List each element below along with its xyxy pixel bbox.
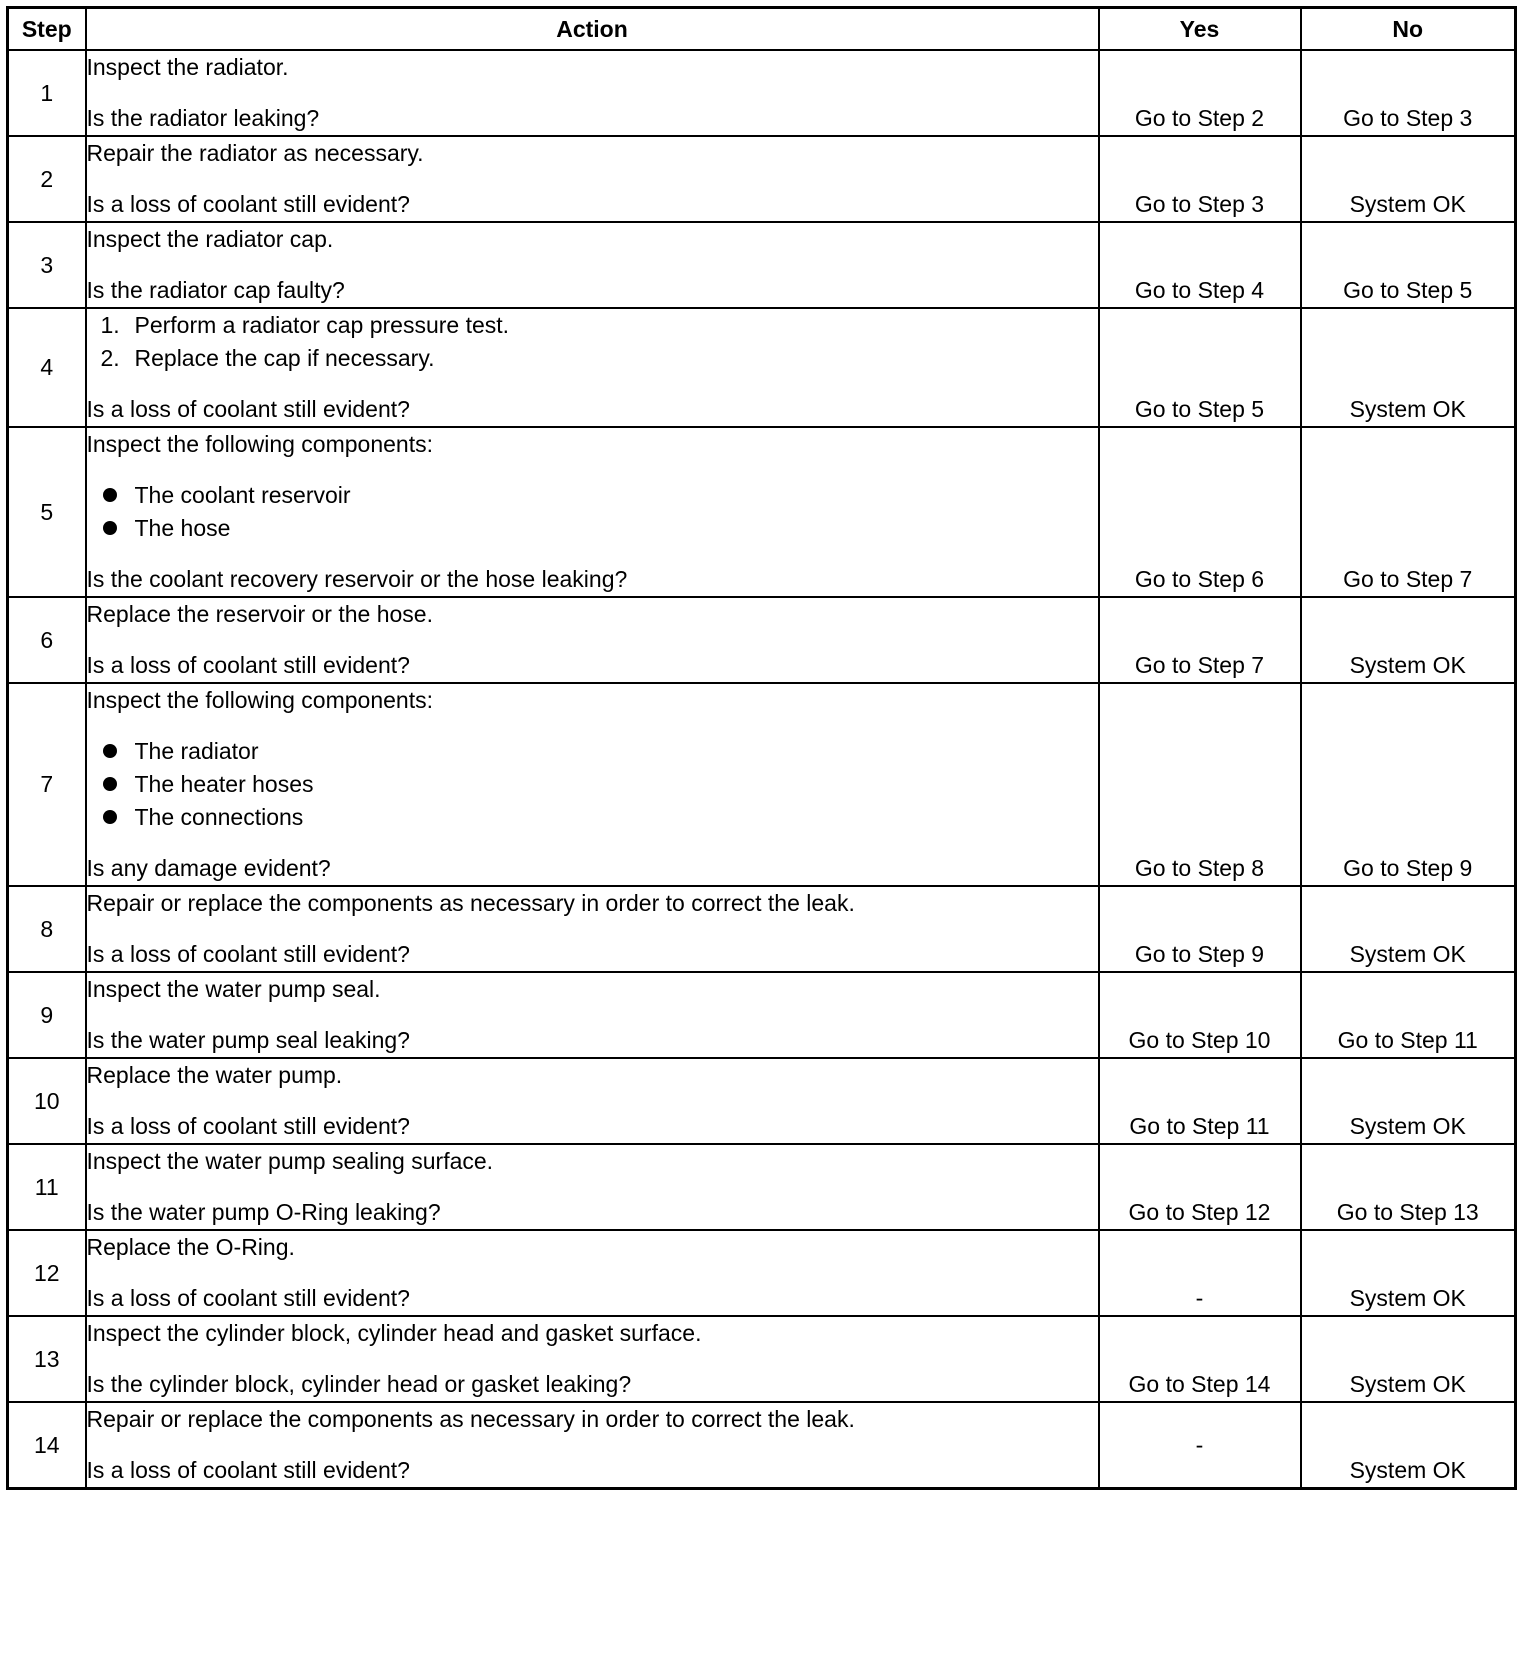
table-row [8,50,1516,136]
action-question: Is a loss of coolant still evident? [86,652,410,678]
yes-result: Go to Step 7 [1099,597,1301,683]
action-text: Replace the reservoir or the hose. [86,601,433,627]
list-item-text: The coolant reservoir [134,482,351,508]
action-cell [86,972,1099,1058]
action-question: Is the water pump seal leaking? [86,1027,410,1053]
action-cell [86,427,1099,597]
bullet-list-item [103,479,1098,512]
no-result: Go to Step 9 [1301,683,1516,886]
no-result: System OK [1301,1316,1516,1402]
no-result: Go to Step 11 [1301,972,1516,1058]
table-row [8,683,1516,886]
bullet-list-item [103,768,1098,801]
step-number: 9 [8,972,86,1058]
table-row [8,222,1516,308]
action-cell [86,1230,1099,1316]
table-row [8,136,1516,222]
no-result: System OK [1301,308,1516,427]
yes-result: Go to Step 3 [1099,136,1301,222]
action-cell [86,597,1099,683]
step-number: 6 [8,597,86,683]
bullet-list [87,479,1098,545]
yes-result: - [1099,1402,1301,1489]
no-result: Go to Step 7 [1301,427,1516,597]
step-number: 8 [8,886,86,972]
action-question: Is a loss of coolant still evident? [86,191,410,217]
action-text: Inspect the radiator cap. [86,226,334,252]
yes-result: Go to Step 8 [1099,683,1301,886]
action-text: Repair or replace the components as necessary in order to correct the leak. [86,890,855,916]
bullet-list [87,735,1098,834]
step-number: 7 [8,683,86,886]
action-cell [86,308,1099,427]
action-text: Repair the radiator as necessary. [86,140,424,166]
bullet-list-item [103,512,1098,545]
header-action: Action [86,8,1099,51]
action-text: Replace the O-Ring. [86,1234,295,1260]
action-question: Is a loss of coolant still evident? [86,1285,410,1311]
table-row [8,1058,1516,1144]
header-step: Step [8,8,86,51]
table-row [8,1402,1516,1489]
action-question: Is the coolant recovery reservoir or the hose leaking? [86,566,628,592]
yes-result: Go to Step 12 [1099,1144,1301,1230]
yes-result: Go to Step 2 [1099,50,1301,136]
action-question: Is the cylinder block, cylinder head or gasket leaking? [86,1371,632,1397]
step-number: 14 [8,1402,86,1489]
action-question: Is a loss of coolant still evident? [86,1113,410,1139]
yes-result: Go to Step 6 [1099,427,1301,597]
action-text: Inspect the water pump seal. [86,976,381,1002]
step-number: 13 [8,1316,86,1402]
step-number: 3 [8,222,86,308]
action-text: Inspect the following components: [86,431,433,457]
step-number: 2 [8,136,86,222]
numbered-list-item [101,342,1098,375]
diagnostic-table [6,6,1517,1490]
action-cell [86,50,1099,136]
step-number: 10 [8,1058,86,1144]
step-number: 12 [8,1230,86,1316]
action-text: Inspect the cylinder block, cylinder head and gasket surface. [86,1320,702,1346]
table-row [8,1230,1516,1316]
yes-result: Go to Step 9 [1099,886,1301,972]
no-result: System OK [1301,597,1516,683]
action-question: Is the water pump O-Ring leaking? [86,1199,441,1225]
table-row [8,597,1516,683]
bullet-dot-icon [103,488,117,502]
yes-result: Go to Step 4 [1099,222,1301,308]
list-item-text: The heater hoses [134,771,314,797]
action-text: Inspect the water pump sealing surface. [86,1148,494,1174]
action-question: Is a loss of coolant still evident? [86,1457,410,1483]
table-body [8,50,1516,1489]
action-cell [86,222,1099,308]
list-item-text: The hose [134,515,231,541]
yes-result: - [1099,1230,1301,1316]
action-question: Is a loss of coolant still evident? [86,396,410,422]
action-cell [86,1316,1099,1402]
action-cell [86,1144,1099,1230]
numbered-list-item [101,309,1098,342]
step-number: 4 [8,308,86,427]
header-row [8,8,1516,51]
table-row [8,1316,1516,1402]
header-no: No [1301,8,1516,51]
no-result: Go to Step 5 [1301,222,1516,308]
no-result: Go to Step 13 [1301,1144,1516,1230]
action-cell [86,1058,1099,1144]
step-number: 5 [8,427,86,597]
action-cell [86,136,1099,222]
table-row [8,308,1516,427]
action-question: Is the radiator cap faulty? [86,277,345,303]
action-text: Inspect the radiator. [86,54,289,80]
no-result: Go to Step 3 [1301,50,1516,136]
step-number: 11 [8,1144,86,1230]
no-result: System OK [1301,886,1516,972]
no-result: System OK [1301,1058,1516,1144]
step-number: 1 [8,50,86,136]
table-row [8,972,1516,1058]
list-item-text: Replace the cap if necessary. [134,345,435,371]
action-cell [86,886,1099,972]
table-row [8,886,1516,972]
header-yes: Yes [1099,8,1301,51]
bullet-dot-icon [103,810,117,824]
yes-result: Go to Step 10 [1099,972,1301,1058]
action-cell [86,1402,1099,1489]
action-question: Is any damage evident? [86,855,331,881]
bullet-dot-icon [103,521,117,535]
bullet-list-item [103,801,1098,834]
table-row [8,1144,1516,1230]
yes-result: Go to Step 5 [1099,308,1301,427]
action-question: Is the radiator leaking? [86,105,320,131]
action-cell [86,683,1099,886]
numbered-list [87,309,1098,375]
no-result: System OK [1301,1230,1516,1316]
action-text: Replace the water pump. [86,1062,343,1088]
list-item-text: The radiator [134,738,259,764]
list-number: 2. [100,345,120,371]
list-item-text: Perform a radiator cap pressure test. [134,312,510,338]
list-number: 1. [100,312,120,338]
list-item-text: The connections [134,804,304,830]
yes-result: Go to Step 14 [1099,1316,1301,1402]
bullet-dot-icon [103,744,117,758]
yes-result: Go to Step 11 [1099,1058,1301,1144]
bullet-dot-icon [103,777,117,791]
action-text: Repair or replace the components as necessary in order to correct the leak. [86,1406,855,1432]
bullet-list-item [103,735,1098,768]
table-row [8,427,1516,597]
no-result: System OK [1301,136,1516,222]
no-result: System OK [1301,1402,1516,1489]
action-question: Is a loss of coolant still evident? [86,941,410,967]
action-text: Inspect the following components: [86,687,433,713]
